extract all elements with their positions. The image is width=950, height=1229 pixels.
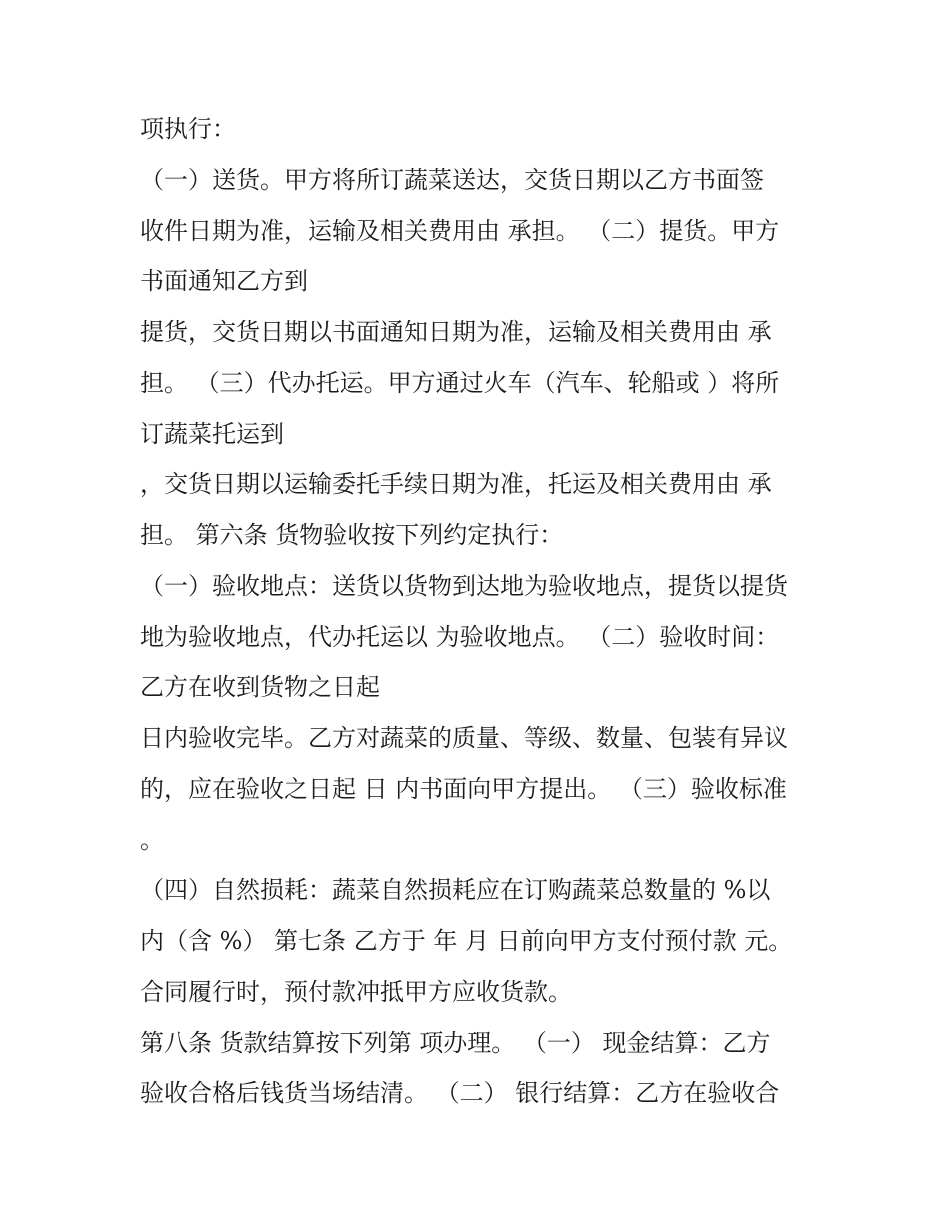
text-line: 日内验收完毕。乙方对蔬菜的质量、等级、数量、包装有异议 — [140, 724, 788, 752]
text-line: 提货，交货日期以书面通知日期为准，运输及相关费用由 承 — [140, 318, 772, 346]
text-line: 担。 （三）代办托运。甲方通过火车（汽车、轮船或 ）将所 — [140, 369, 780, 397]
text-line: 乙方在收到货物之日起 — [140, 673, 380, 701]
text-line: 内（含 %） 第七条 乙方于 年 月 日前向甲方支付预付款 元。 — [140, 927, 793, 955]
text-line: 收件日期为准，运输及相关费用由 承担。 （二）提货。甲方 — [140, 217, 780, 245]
text-line: 地为验收地点，代办托运以 为验收地点。 （二）验收时间： — [140, 623, 780, 651]
text-line: 订蔬菜托运到 — [140, 420, 284, 448]
text-line: 项执行： — [140, 115, 236, 143]
text-line: （一）送货。甲方将所订蔬菜送达，交货日期以乙方书面签 — [140, 166, 764, 194]
text-line: 。 — [140, 826, 164, 854]
text-line: 书面通知乙方到 — [140, 267, 308, 295]
text-line: ，交货日期以运输委托手续日期为准，托运及相关费用由 承 — [140, 470, 772, 498]
text-line: （一）验收地点：送货以货物到达地为验收地点，提货以提货 — [140, 572, 788, 600]
text-line: 的，应在验收之日起 日 内书面向甲方提出。 （三）验收标准 — [140, 775, 787, 803]
text-line: 担。 第六条 货物验收按下列约定执行： — [140, 521, 564, 549]
text-line: 合同履行时，预付款冲抵甲方应收货款。 — [140, 978, 572, 1006]
text-line: 验收合格后钱货当场结清。 （二） 银行结算：乙方在验收合 — [140, 1079, 780, 1107]
text-line: （四）自然损耗：蔬菜自然损耗应在订购蔬菜总数量的 %以 — [140, 876, 771, 904]
text-line: 第八条 货款结算按下列第 项办理。 （一） 现金结算：乙方 — [140, 1029, 771, 1057]
